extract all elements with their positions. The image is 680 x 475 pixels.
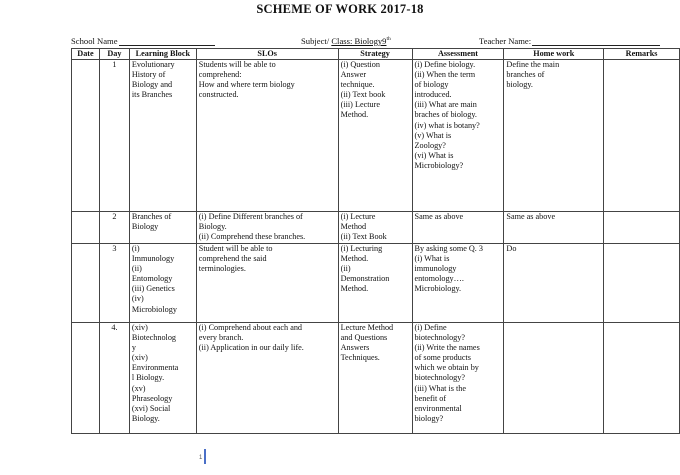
cell-line: constructed. [198,90,239,100]
cell-line: introduced. [414,90,452,100]
cell-line: technique. [340,80,375,90]
cell-line: (xiv) [131,323,148,332]
cell-slos [196,212,338,244]
cell-line: Branches of [131,212,172,221]
cell-line: (v) What is [414,130,452,140]
cell-line: (ii) [340,264,351,274]
cell-line: branches of [506,70,545,80]
cell-day: 2 [99,212,129,244]
cell-slos [196,60,338,212]
cell-line: Immunology [131,254,175,264]
cell-line: Phraseology [131,393,173,403]
cell-assessment [412,244,504,323]
cell-line: (i) Question [340,60,380,69]
table-row [72,60,680,212]
cell-line: entomology…. [414,274,464,284]
cell-line: Same as above [506,212,556,221]
cell-homework [504,244,604,323]
cell-line: Do [506,244,517,253]
cell-line: Biology [131,222,159,232]
cell-homework [504,323,604,434]
subject-prefix: Subject/ [301,36,330,46]
subject-class-superscript: th [386,36,391,43]
cell-line: (ii) Write the names [414,343,480,353]
header-day: Day [99,49,129,60]
cell-line: Students will be able to [198,60,276,69]
cell-line: Biotechnolog [131,333,177,343]
cell-line: Microbiology? [414,160,464,170]
cell-line: How and where term biology [198,80,295,90]
cell-line: (i) Lecture [340,212,376,221]
cell-date [72,212,100,244]
cell-assessment [412,212,504,244]
cell-line: terminologies. [198,264,246,274]
cell-line: Biology and [131,80,173,90]
document-title: SCHEME OF WORK 2017-18 [256,2,424,16]
header-remarks: Remarks [604,49,680,60]
header-strategy: Strategy [338,49,412,60]
cell-line: environmental [414,403,462,413]
cell-line: Microbiology [131,304,177,314]
cell-line: (ii) Comprehend these branches. [198,232,306,242]
cell-line: (i) What is [414,254,450,264]
cell-block [129,244,196,323]
cell-line: Same as above [414,212,464,221]
scheme-of-work-table [71,48,680,434]
cell-line: and Questions [340,333,388,343]
cell-line: (i) Define Different branches of [198,212,303,221]
school-name-label: School Name [71,36,118,46]
cell-line: Microbiology. [414,284,462,294]
cell-line: (ii) Text book [340,90,386,100]
cell-line: (xv) [131,383,146,393]
cell-block [129,60,196,212]
cell-line: Entomology [131,274,173,284]
cell-line: comprehend: [198,70,242,80]
header-learning-block: Learning Block [129,49,196,60]
cell-slos [196,323,338,434]
table-row [72,244,680,323]
cell-homework [504,212,604,244]
table-row [72,212,680,244]
cell-line: of biology [414,80,449,90]
cell-line: (iii) Genetics [131,284,175,294]
cell-day: 1 [99,60,129,212]
cell-remarks [604,60,680,212]
cell-day: 4. [99,323,129,434]
teacher-name-label: Teacher Name: [479,36,532,46]
cell-homework [504,60,604,212]
cell-remarks [604,212,680,244]
cell-line: comprehend the said [198,254,267,264]
cell-line: (ii) When the term [414,70,476,80]
cell-line: braches of biology. [414,110,477,120]
cell-line: History of [131,70,166,80]
cell-line: Method. [340,110,369,120]
cell-line: (i) [131,244,140,253]
cell-line: l Biology. [131,373,165,383]
header-slos: SLOs [196,49,338,60]
cell-line: Biology. [131,413,160,423]
teacher-name-field [479,36,660,46]
cell-line: (ii) Application in our daily life. [198,343,304,353]
cell-line: its Branches [131,90,173,100]
cell-line: Environmenta [131,363,179,373]
cell-line: y [131,343,136,353]
cell-slos [196,244,338,323]
cell-line: which we obtain by [414,363,479,373]
school-name-field [71,36,215,46]
cell-line: Method [340,222,367,232]
cell-line: immunology [414,264,457,274]
subject-field [301,36,391,46]
cell-line: (ii) Text Book [340,232,387,242]
cell-line: (i) Lecturing [340,244,383,253]
cell-line: (ii) [131,264,142,274]
subject-class-value: Class: Biology9 [331,36,387,46]
cell-line: Zoology? [414,140,446,150]
cell-line: (vi) What is [414,150,454,160]
cell-block [129,212,196,244]
cell-date [72,60,100,212]
cell-line: benefit of [414,393,447,403]
cell-line: Biology. [198,222,227,232]
cell-strategy [338,244,412,323]
cell-strategy [338,212,412,244]
header-date: Date [72,49,100,60]
page-number: 1 [199,455,203,461]
cell-line: Demonstration [340,274,390,284]
cell-line: Student will be able to [198,244,273,253]
cell-block [129,323,196,434]
table-header-row [72,49,680,60]
header-home-work: Home work [504,49,604,60]
cell-line: Techniques. [340,353,380,363]
cell-line: (iv) [131,294,144,304]
cell-day: 3 [99,244,129,323]
cell-line: biology? [414,413,444,423]
text-cursor [204,449,206,464]
cell-line: (xvi) Social [131,403,171,413]
cell-remarks [604,323,680,434]
cell-line: biotechnology? [414,373,466,383]
cell-line: every branch. [198,333,244,343]
cell-line: Define the main [506,60,560,69]
cell-line: (i) Define biology. [414,60,476,69]
cell-line: Lecture Method [340,323,394,332]
school-name-blank-line [119,37,215,46]
cell-strategy [338,60,412,212]
cell-date [72,244,100,323]
cell-line: (iii) Lecture [340,100,380,110]
cell-line: Answers [340,343,370,353]
cell-assessment [412,323,504,434]
cell-line: biology. [506,80,533,90]
header-assessment: Assessment [412,49,504,60]
cell-assessment [412,60,504,212]
cell-line: (i) Comprehend about each and [198,323,303,332]
teacher-name-blank-line [532,37,660,46]
cell-strategy [338,323,412,434]
cell-line: (i) Define [414,323,447,332]
cell-line: Method. [340,284,369,294]
cell-line: (iii) What is the [414,383,466,393]
cell-line: biotechnology? [414,333,466,343]
cell-line: (iv) what is botany? [414,120,480,130]
cell-date [72,323,100,434]
cell-line: Answer [340,70,367,80]
cell-line: of some products [414,353,471,363]
cell-line: Evolutionary [131,60,175,69]
table-row [72,323,680,434]
cell-remarks [604,244,680,323]
cell-line: By asking some Q. 3 [414,244,483,253]
cell-line: Method. [340,254,369,264]
cell-line: (iii) What are main [414,100,477,110]
cell-line: (xiv) [131,353,148,363]
